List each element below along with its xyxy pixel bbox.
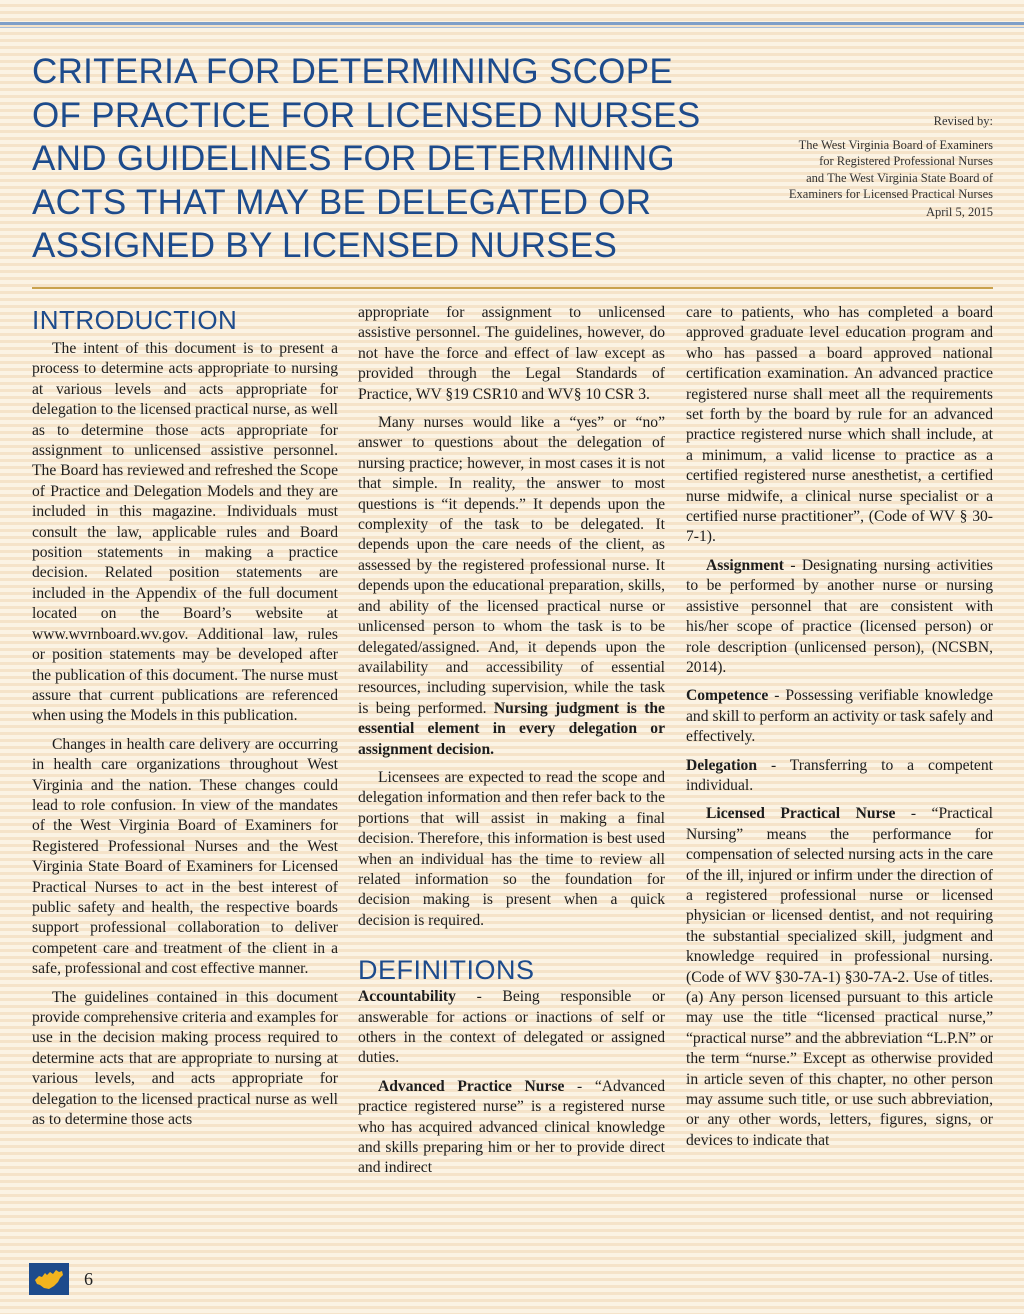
intro-paragraph-3-continued: appropriate for assignment to unlicensed assistive personnel. The guidelines, however, do not have the force and effect of law except as provided through the Legal Standards of Practice, WV §19 CSR10 and WV§ 10 CSR 3. xyxy=(358,304,665,403)
nursing-judgment-emphasis: Nursing judgment is the essential element in every delegation or assignment decision. xyxy=(358,699,665,758)
intro-paragraph-4-text: Many nurses would like a “yes” or “no” answer to questions about the delegation of nursing practice; however, in most cases it is not that simple. In reality, the answer to most questions is “it depends.” It depends upon the complexity of the task to be delegated. It depends upon the care needs of the client, as assessed by the registered professional nurse. It depends upon the educational preparation, skills, and ability of the licensed practical nurse or unlicensed person to whom the task is to be delegated/assigned. And, it depends upon the availability and accessibility of essential resources, including supervision, while the task is being performed. xyxy=(358,414,665,717)
assignment-text: - Designating nursing activities to be performed by another nurse or nursing assistive personnel that are consistent with his/her scope of practice (licensed person) or role description (unlicensed person), (NCSBN, 2014). xyxy=(686,556,993,676)
term-delegation: Delegation xyxy=(686,756,758,774)
definition-accountability xyxy=(358,987,665,1069)
intro-paragraph-4 xyxy=(358,413,665,760)
revised-date: April 5, 2015 xyxy=(925,204,993,219)
column-1 xyxy=(32,303,338,1130)
delegation-text: - Transferring to a competent individual. xyxy=(686,756,993,794)
section-divider xyxy=(32,287,993,289)
term-assignment: Assignment xyxy=(706,556,784,574)
term-accountability: Accountability xyxy=(358,988,456,1006)
intro-paragraph-2: Changes in health care delivery are occurring in health care organizations throughout West Virginia and the nation. These changes could lead to role confusion. In view of the mandates of the West Virginia Board of Examiners for Registered Professional Nurses and the West Virginia State Board of Examiners for Licensed Practical Nurses to act in the best interest of public safety and health, the respective boards support professional collaboration to deliver competent care and treatment of the client in a safe, professional and cost effective manner. xyxy=(32,735,338,978)
advanced-practice-nurse-text: - “Advanced practice registered nurse” is a registered nurse who has acquired advanced clinical knowledge and skills preparing him or her to provide direct and indirect xyxy=(358,1077,666,1177)
definitions-heading: DEFINITIONS xyxy=(358,955,535,986)
term-advanced-practice-nurse: Advanced Practice Nurse xyxy=(378,1077,565,1095)
revision-note xyxy=(693,113,993,220)
title-line: OF PRACTICE FOR LICENSED NURSES xyxy=(32,95,701,135)
revised-line: The West Virginia Board of Examiners xyxy=(798,137,993,152)
title-line: AND GUIDELINES FOR DETERMINING xyxy=(32,139,675,178)
revised-line: and The West Virginia State Board of xyxy=(806,170,993,185)
competence-text: - Possessing verifiable knowledge and skill to perform an activity or task safely and effectively. xyxy=(686,687,993,746)
licensed-practical-nurse-text: - “Practical Nursing” means the performance for compensation of selected nursing acts in the care of the ill, injured or infirm under the direction of a registered professional nurse or licensed physician or licensed dentist, and not requiring the substantial specialized skill, judgment and knowledge required in professional nursing. (Code of WV §30-7A-1) §30-7A-2. Use of titles. (a) Any person licensed pursuant to this article may use the title “licensed practical nurse,” “practical nurse” and the abbreviation “L.P.N” or the term “nurse.” Except as otherwise provided in article seven of this chapter, no other person may assume such title, or use such abbreviation, or any other words, letters, figures, signs, or devices to indicate that xyxy=(686,805,993,1149)
title-line: ASSIGNED BY LICENSED NURSES xyxy=(32,226,618,265)
revised-line: for Registered Professional Nurses xyxy=(819,154,993,168)
title-line: CRITERIA FOR DETERMINING SCOPE xyxy=(32,52,673,91)
top-rule xyxy=(0,22,1024,25)
introduction-heading: INTRODUCTION xyxy=(32,305,238,335)
intro-paragraph-3: The guidelines contained in this document provide comprehensive criteria and examples for use in the decision making process required to determine acts that are appropriate to nursing at various levels, and acts appropriate for delegation to the licensed practical nurse as well as to determine those acts xyxy=(32,988,338,1129)
title-line: ACTS THAT MAY BE DELEGATED OR xyxy=(32,182,652,222)
accountability-text: - Being responsible or answerable for actions or inactions of self or others in the context of delegated or assigned duties. xyxy=(358,988,665,1067)
intro-paragraph-1: The intent of this document is to present a process to determine acts appropriate to nursing at various levels and acts appropriate for delegation to the licensed practical nurse, as well as to determine those acts appropriate for assignment to unlicensed assistive personnel. The Board has reviewed and refreshed the Scope of Practice and Delegation Models and they are included in this magazine. Individuals must consult the law, applicable rules and Board position statements in making a practice decision. Related position statements are included in the Appendix of the full document located on the Board’s website at www.wvrnboard.wv.gov. Additional law, rules or position statements may be developed after the publication of this document. The nurse must assure that current publications are referenced when using the Models in this publication. xyxy=(32,340,338,725)
term-competence: Competence xyxy=(686,687,769,705)
revised-line: Examiners for Licensed Practical Nurses xyxy=(788,187,993,201)
term-licensed-practical-nurse: Licensed Practical Nurse xyxy=(706,805,896,823)
west-virginia-state-icon xyxy=(29,1263,69,1295)
page-number: 6 xyxy=(84,1269,93,1289)
definition-delegation xyxy=(686,756,993,797)
definition-assignment xyxy=(686,556,993,678)
page-title xyxy=(32,50,701,268)
definition-licensed-practical-nurse xyxy=(686,804,993,1151)
column-3 xyxy=(686,303,993,1151)
top-rule-thin xyxy=(0,27,1024,28)
column-2 xyxy=(358,303,665,1179)
revised-label: Revised by: xyxy=(933,114,993,128)
definition-competence xyxy=(686,686,993,747)
definition-advanced-practice-nurse xyxy=(358,1077,665,1179)
intro-paragraph-5: Licensees are expected to read the scope and delegation information and then refer back to the portions that will assist in making a final decision. Therefore, this information is best used when an individual has the time to review all related information so the foundation for decision making is present when a quick decision is required. xyxy=(358,768,665,929)
advanced-practice-nurse-continued: care to patients, who has completed a board approved graduate level education program and who has passed a board approved national certification examination. An advanced practice registered nurse shall meet all the requirements set forth by the board by rule for an advanced practice registered nurse which shall include, at a minimum, a valid license to practice as a certified registered nurse anesthetist, a certified nurse midwife, a clinical nurse specialist or a certified nurse practitioner”, (Code of WV § 30-7-1). xyxy=(686,304,993,546)
